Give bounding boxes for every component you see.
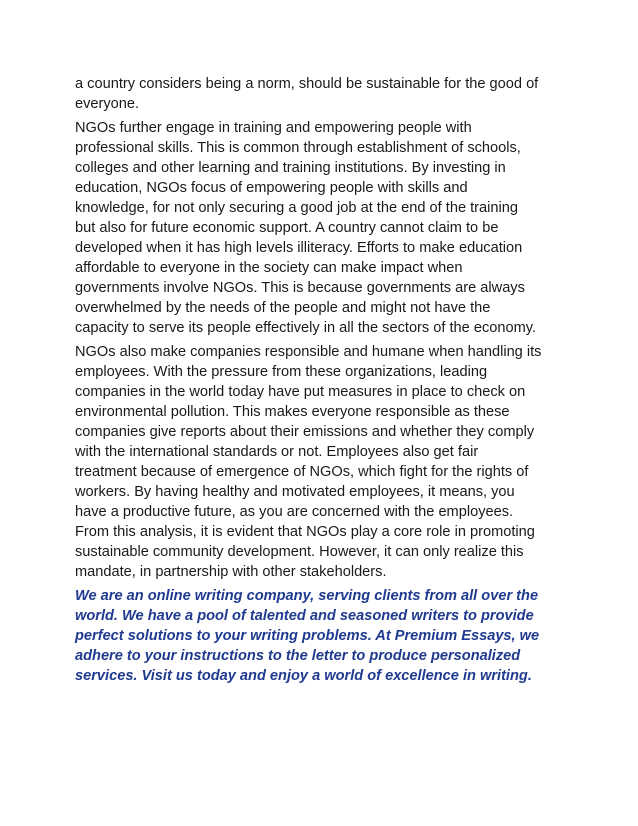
text-line: NGOs further engage in training and empowering people with xyxy=(75,120,472,136)
paragraph-continuation xyxy=(75,74,575,114)
promo-text-line: services. Visit us today and enjoy a world of excellence in writing. xyxy=(75,668,532,684)
text-line: governments involve NGOs. This is because governments are always xyxy=(75,280,525,296)
promo-text-line: world. We have a pool of talented and seasoned writers to provide xyxy=(75,608,534,624)
text-line: colleges and other learning and training institutions. By investing in xyxy=(75,160,506,176)
text-line: knowledge, for not only securing a good job at the end of the training xyxy=(75,200,518,216)
text-line: a country considers being a norm, should be sustainable for the good of xyxy=(75,76,539,92)
promo-text-line: perfect solutions to your writing problems. At Premium Essays, we xyxy=(75,628,540,644)
text-line: education, NGOs focus of empowering people with skills and xyxy=(75,180,468,196)
text-line: affordable to everyone in the society can make impact when xyxy=(75,260,463,276)
paragraph-ngo-companies xyxy=(75,342,575,582)
text-line: companies in the world today have put measures in place to check on xyxy=(75,384,526,400)
text-line: developed when it has high levels illiteracy. Efforts to make education xyxy=(75,240,523,256)
promo-closing-paragraph xyxy=(75,586,575,686)
paragraph-ngo-training xyxy=(75,118,575,338)
text-line: NGOs also make companies responsible and humane when handling its xyxy=(75,344,542,360)
promo-text-line: We are an online writing company, serving clients from all over the xyxy=(75,588,539,604)
text-line: From this analysis, it is evident that NGOs play a core role in promoting xyxy=(75,524,535,540)
promo-text-line: adhere to your instructions to the letter to produce personalized xyxy=(75,648,521,664)
text-line: professional skills. This is common through establishment of schools, xyxy=(75,140,521,156)
text-line: overwhelmed by the needs of the people and might not have the xyxy=(75,300,491,316)
text-line: but also for future economic support. A country cannot claim to be xyxy=(75,220,499,236)
text-line: sustainable community development. However, it can only realize this xyxy=(75,544,524,560)
text-line: with the international standards or not. Employees also get fair xyxy=(75,444,479,460)
text-line: workers. By having healthy and motivated employees, it means, you xyxy=(75,484,515,500)
text-line: employees. With the pressure from these organizations, leading xyxy=(75,364,488,380)
text-line: treatment because of emergence of NGOs, which fight for the rights of xyxy=(75,464,529,480)
text-line: companies give reports about their emissions and whether they comply xyxy=(75,424,535,440)
text-line: capacity to serve its people effectively in all the sectors of the economy. xyxy=(75,320,537,336)
text-line: environmental pollution. This makes everyone responsible as these xyxy=(75,404,510,420)
document-body xyxy=(75,74,575,686)
text-line: mandate, in partnership with other stakeholders. xyxy=(75,564,387,580)
text-line: have a productive future, as you are concerned with the employees. xyxy=(75,504,514,520)
text-line: everyone. xyxy=(75,96,140,112)
